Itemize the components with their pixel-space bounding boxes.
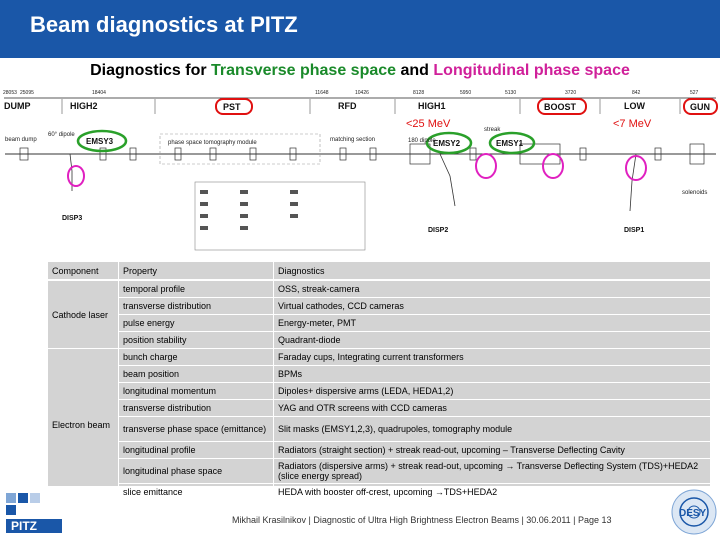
disp2-screen-b	[543, 154, 563, 178]
pos-label: 5950	[460, 90, 472, 96]
table-row	[48, 400, 710, 417]
emsy2-label: EMSY2	[433, 139, 461, 148]
property-cell: temporal profile	[119, 280, 274, 298]
pos-label: 10426	[355, 90, 369, 96]
energy-label-low: <7 MeV	[613, 118, 652, 130]
section-high2: HIGH2	[70, 101, 98, 111]
disp2-label: DISP2	[428, 227, 449, 234]
diagnostics-cell: HEDA with booster off-crest, upcoming →TDS+HEDA2	[274, 484, 711, 501]
diagnostics-cell: Dipoles+ dispersive arms (LEDA, HEDA1,2)	[274, 383, 711, 400]
page-title: Beam diagnostics at PITZ	[30, 12, 298, 37]
pos-label: 3720	[565, 90, 577, 96]
note-dipole-180: 180 dipole	[408, 138, 436, 144]
property-cell: longitudinal phase space	[119, 459, 274, 484]
table-row	[48, 298, 710, 315]
column-header-component: Component	[48, 262, 119, 280]
table-row	[48, 315, 710, 332]
note-dipole-60: 60° dipole	[48, 132, 75, 138]
diagnostics-cell: Radiators (straight section) + streak read-out, upcoming – Transverse Deflecting Cavity	[274, 442, 711, 459]
column-header-diagnostics: Diagnostics	[274, 262, 711, 280]
table-row	[48, 366, 710, 383]
energy-label-high: <25 MeV	[406, 118, 451, 130]
diagnostics-cell: Energy-meter, PMT	[274, 315, 711, 332]
table-row	[48, 280, 710, 298]
property-cell: pulse energy	[119, 315, 274, 332]
table-row	[48, 383, 710, 400]
emsy3-label: EMSY3	[86, 137, 114, 146]
diagnostics-cell: Radiators (dispersive arms) + streak read-out, upcoming → Transverse Deflecting System (TDS)+HEDA2 (slice energy spread)	[274, 459, 711, 484]
property-cell: bunch charge	[119, 349, 274, 366]
note-matching-section: matching section	[330, 137, 376, 143]
column-header-property: Property	[119, 262, 274, 280]
beamline-schematic	[0, 86, 720, 258]
component-cathode-laser: Cathode laser	[48, 280, 119, 349]
subtitle-longitudinal: Longitudinal phase space	[433, 62, 630, 79]
property-cell: position stability	[119, 332, 274, 349]
property-cell: transverse distribution	[119, 400, 274, 417]
diagnostics-table	[48, 262, 710, 497]
diagnostics-cell: Faraday cups, Integrating current transformers	[274, 349, 711, 366]
section-rfd: RFD	[338, 101, 357, 111]
property-cell: longitudinal profile	[119, 442, 274, 459]
title-bar	[0, 0, 720, 58]
section-low: LOW	[624, 101, 645, 111]
footer	[0, 500, 720, 540]
table-header-row	[48, 262, 710, 280]
pos-label: 842	[632, 90, 641, 96]
property-cell: transverse phase space (emittance)	[119, 417, 274, 442]
subtitle-prefix: Diagnostics for	[90, 62, 212, 79]
section-gun: GUN	[690, 102, 710, 112]
section-dump: DUMP	[4, 101, 31, 111]
property-cell: transverse distribution	[119, 298, 274, 315]
pos-label: 5130	[505, 90, 517, 96]
note-tomography-module: phase space tomography module	[168, 140, 257, 146]
pitz-logo-text: PITZ	[11, 519, 37, 533]
table-row	[48, 417, 710, 442]
note-beam-dump: beam dump	[5, 137, 37, 143]
table-row	[48, 442, 710, 459]
table-row	[48, 484, 710, 501]
section-pst: PST	[223, 102, 241, 112]
note-solenoids: solenoids	[682, 190, 708, 196]
pos-label: 18404	[92, 90, 106, 96]
note-streak: streak	[484, 127, 501, 133]
diagnostics-cell: Virtual cathodes, CCD cameras	[274, 298, 711, 315]
pos-label: 28053	[3, 90, 17, 96]
slide-subtitle	[0, 62, 720, 80]
disp2-screen-a	[476, 154, 496, 178]
desy-logo-text: DESY	[679, 508, 707, 519]
diagnostics-cell: BPMs	[274, 366, 711, 383]
table-row	[48, 459, 710, 484]
table-row	[48, 349, 710, 366]
property-cell: longitudinal momentum	[119, 383, 274, 400]
pos-label: 25095	[20, 90, 34, 96]
footer-text: Mikhail Krasilnikov | Diagnostic of Ultra High Brightness Electron Beams | 30.06.2011 | Page 13	[232, 515, 612, 525]
disp1-screen	[626, 156, 646, 180]
pos-label: 11648	[315, 90, 329, 96]
table-row	[48, 332, 710, 349]
diagnostics-cell: Slit masks (EMSY1,2,3), quadrupoles, tomography module	[274, 417, 711, 442]
subtitle-joiner: and	[396, 62, 434, 79]
subtitle-transverse: Transverse phase space	[211, 62, 397, 79]
diagnostics-cell: Quadrant-diode	[274, 332, 711, 349]
property-cell: beam position	[119, 366, 274, 383]
diagnostics-cell: OSS, streak-camera	[274, 280, 711, 298]
disp3-screen	[68, 166, 84, 186]
desy-logo	[668, 482, 718, 538]
section-boost: BOOST	[544, 102, 577, 112]
schematic-legend	[195, 182, 365, 250]
pos-label: 8128	[413, 90, 425, 96]
diagnostics-cell: YAG and OTR screens with CCD cameras	[274, 400, 711, 417]
disp3-label: DISP3	[62, 215, 83, 222]
component-electron-beam: Electron beam	[48, 349, 119, 501]
disp1-label: DISP1	[624, 227, 645, 234]
pos-label: 527	[690, 90, 699, 96]
property-cell: slice emittance	[119, 484, 274, 501]
section-high1: HIGH1	[418, 101, 446, 111]
emsy1-label: EMSY1	[496, 139, 524, 148]
